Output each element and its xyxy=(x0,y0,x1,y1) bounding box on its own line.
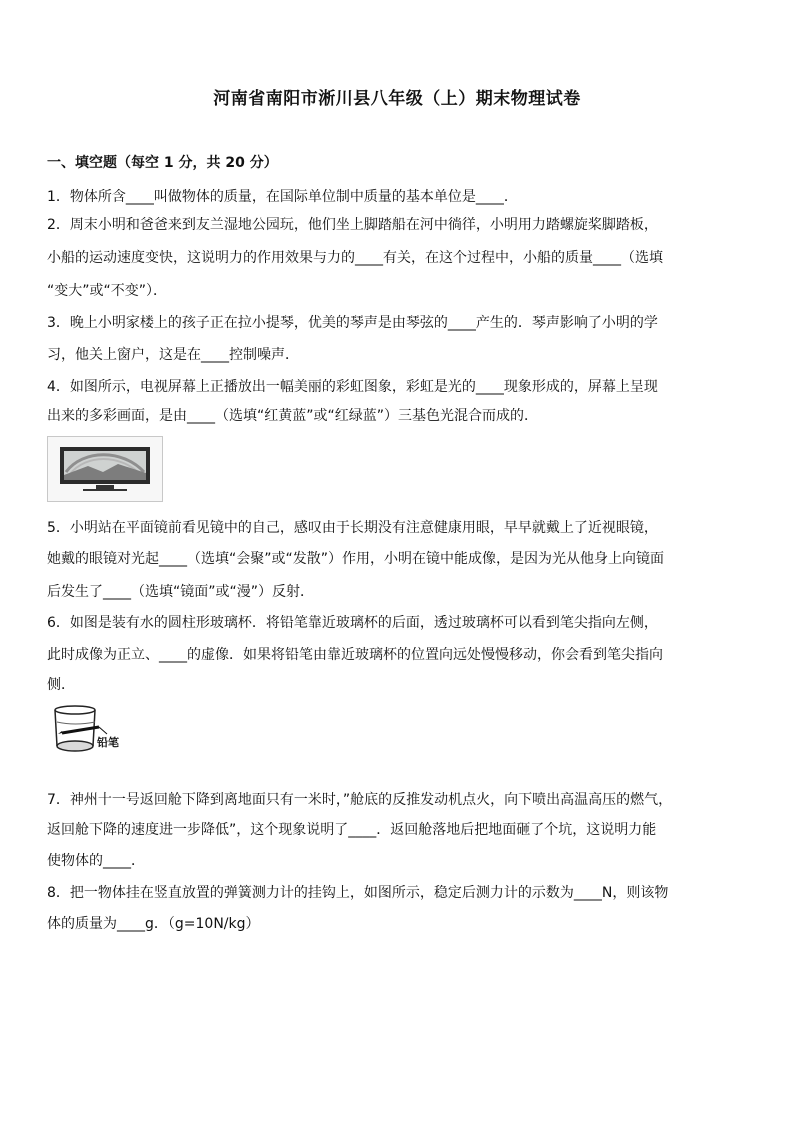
section-heading: 一、填空题（每空 1 分，共 20 分） xyxy=(47,155,278,171)
question-line: 返回舱下降的速度进一步降低”，这个现象说明了____．返回舱落地后把地面砸了个坑，这说明力能 xyxy=(47,822,657,838)
page-title: 河南省南阳市淅川县八年级（上）期末物理试卷 xyxy=(213,89,581,109)
question-line: 4．如图所示，电视屏幕上正播放出一幅美丽的彩虹图象，彩虹是光的____现象形成的，屏幕上呈现 xyxy=(47,379,658,395)
pencil-label: 铅笔 xyxy=(97,736,119,749)
question-line: 5．小明站在平面镜前看见镜中的自己，感叹由于长期没有注意健康用眼，早早就戴上了近视眼镜， xyxy=(47,520,658,536)
question-line: 后发生了____（选填“镜面”或“漫”）反射． xyxy=(47,584,315,600)
question-line: 使物体的____． xyxy=(47,853,145,869)
question-line: 1．物体所含____叫做物体的质量，在国际单位制中质量的基本单位是____． xyxy=(47,189,518,205)
tv-rainbow-icon xyxy=(48,437,162,501)
question-line: 习，他关上窗户，这是在____控制噪声． xyxy=(47,347,299,363)
question-line: 7．神州十一号返回舱下降到离地面只有一米时，”舱底的反推发动机点火，向下喷出高温高压的燃气， xyxy=(47,792,673,808)
question-line: 此时成像为正立、____的虚像．如果将铅笔由靠近玻璃杯的位置向远处慢慢移动，你会看到笔尖指向 xyxy=(47,647,663,663)
question-line: 6．如图是装有水的圆柱形玻璃杯．将铅笔靠近玻璃杯的后面，透过玻璃杯可以看到笔尖指向左侧， xyxy=(47,615,658,631)
glass-pencil-figure xyxy=(47,704,119,757)
question-line: 体的质量为____g．（g=10N/kg） xyxy=(47,916,260,932)
question-line: 2．周末小明和爸爸来到友兰湿地公园玩，他们坐上脚踏船在河中徜徉，小明用力踏螺旋桨脚踏板， xyxy=(47,217,658,233)
question-line: 3．晚上小明家楼上的孩子正在拉小提琴，优美的琴声是由琴弦的____产生的．琴声影响了小明的学 xyxy=(47,315,658,331)
tv-rainbow-image xyxy=(47,436,163,502)
question-line: 小船的运动速度变快，这说明力的作用效果与力的____有关，在这个过程中，小船的质量____（选填 xyxy=(47,250,663,266)
question-line: 8．把一物体挂在竖直放置的弹簧测力计的挂钩上，如图所示，稳定后测力计的示数为____N，则该物 xyxy=(47,885,669,901)
question-line: “变大”或“不变”）． xyxy=(47,283,168,299)
question-line: 出来的多彩画面，是由____（选填“红黄蓝”或“红绿蓝”）三基色光混合而成的． xyxy=(47,408,539,424)
question-line: 侧． xyxy=(47,677,75,693)
question-line: 她戴的眼镜对光起____（选填“会聚”或“发散”）作用，小明在镜中能成像，是因为光从他身上向镜面 xyxy=(47,551,665,567)
